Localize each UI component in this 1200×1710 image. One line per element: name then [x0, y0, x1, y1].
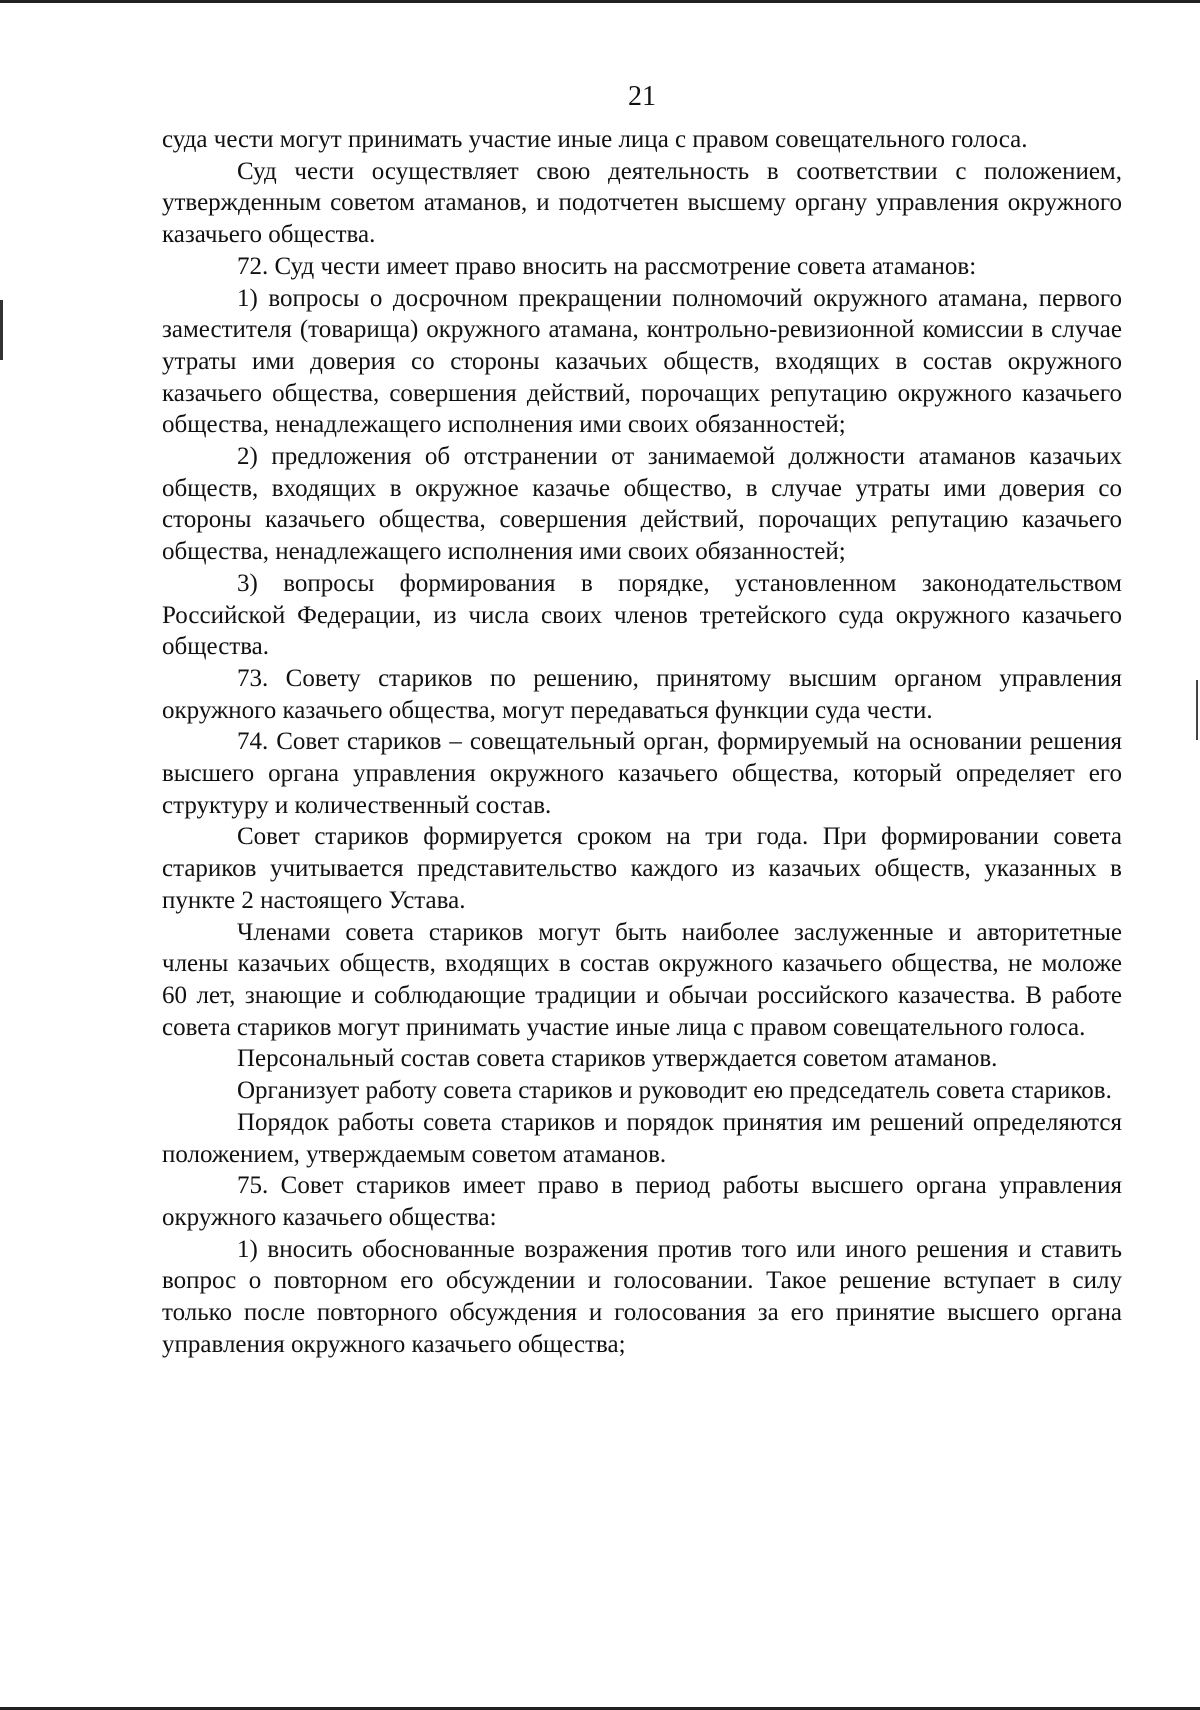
paragraph: Порядок работы совета стариков и порядок принятия им решений определяются положением, утверждаемым советом атаманов.	[162, 1108, 1122, 1168]
document-body	[162, 124, 1122, 1360]
clause-75: 75. Совет стариков имеет право в период работы высшего органа управления окружного казачьего общества:	[162, 1172, 1122, 1231]
paragraph: Персональный состав совета стариков утверждается советом атаманов.	[237, 1045, 998, 1073]
clause-72-item-2: 2) предложения об отстранении от занимаемой должности атаманов казачьих обществ, входящих в окружное казачье общество, в случае утраты ими доверия со стороны казачьего общества, совершения действий, порочащих репутацию казачьего общества, ненадлежащего исполнения ими своих обязанностей;	[162, 443, 1122, 566]
page-number: 21	[628, 81, 656, 112]
paragraph-continuation: суда чести могут принимать участие иные лица с правом совещательного голоса.	[162, 126, 1028, 153]
scan-mark-right	[1196, 680, 1198, 740]
paragraph: Организует работу совета стариков и руководит ею председатель совета стариков.	[237, 1077, 1112, 1105]
clause-72-item-3: 3) вопросы формирования в порядке, установленном законодательством Российской Федерации, из числа своих членов третейского суда окружного казачьего общества.	[162, 569, 1122, 661]
scan-mark-left	[0, 300, 3, 360]
clause-74: 74. Совет стариков – совещательный орган, формируемый на основании решения высшего органа управления окружного казачьего общества, который определяет его структуру и количественный состав.	[162, 728, 1122, 819]
clause-72-item-1: 1) вопросы о досрочном прекращении полномочий окружного атамана, первого заместителя (товарища) окружного атамана, контрольно-ревизионной комиссии в случае утраты ими доверия со стороны казачьих обществ, входящих в состав окружного казачьего общества, совершения действий, порочащих репутацию окружного казачьего общества, ненадлежащего исполнения ими своих обязанностей;	[162, 284, 1122, 439]
clause-73: 73. Совету стариков по решению, принятому высшим органом управления окружного казачьего общества, могут передаваться функции суда чести.	[162, 664, 1122, 724]
paragraph: Суд чести осуществляет свою деятельность в соответствии с положением, утвержденным советом атаманов, и подотчетен высшему органу управления окружного казачьего общества.	[162, 157, 1122, 249]
clause-75-item-1: 1) вносить обоснованные возражения против того или иного решения и ставить вопрос о повторном его обсуждении и голосовании. Такое решение вступает в силу только после повторного обсуждения и голосования за его принятие высшего органа управления окружного казачьего общества;	[162, 1235, 1122, 1358]
scan-border-top	[0, 0, 1200, 3]
clause-72: 72. Суд чести имеет право вносить на рассмотрение совета атаманов:	[237, 252, 977, 280]
paragraph: Членами совета стариков могут быть наиболее заслуженные и авторитетные члены казачьих обществ, входящих в состав окружного казачьего общества, не моложе 60 лет, знающие и соблюдающие традиции и обычаи российского казачества. В работе совета стариков могут принимать участие иные лица с правом совещательного голоса.	[162, 918, 1122, 1041]
paragraph: Совет стариков формируется сроком на три года. При формировании совета стариков учитывается представительство каждого из казачьих обществ, указанных в пункте 2 настоящего Устава.	[162, 823, 1122, 914]
